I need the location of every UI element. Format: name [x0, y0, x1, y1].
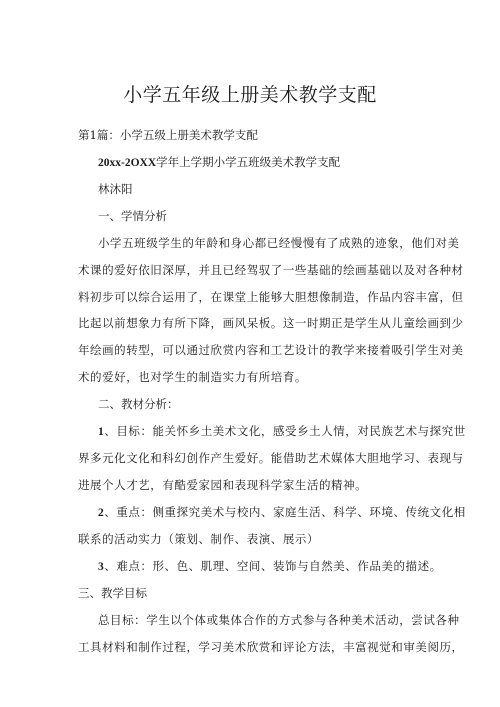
- paragraph-line: 总目标：学生以个体或集体合作的方式参与各种美术活动，尝试各种: [98, 613, 460, 627]
- section-heading-teaching-goals: 三、教学目标: [78, 586, 147, 600]
- subtitle-year: 20xx-2OXX: [98, 157, 157, 169]
- list-item-difficulty: [98, 558, 442, 574]
- author-name: 林沐阳: [98, 182, 133, 196]
- list-number: 2: [98, 507, 105, 519]
- paragraph-line: 小学五班级学生的年龄和身心都已经慢慢有了成熟的迹象，他们对美: [98, 236, 460, 250]
- subtitle-text: 学年上学期小学五班级美术教学支配: [156, 155, 341, 169]
- list-text: 、目标：能关怀乡土美术文化，感受乡土人情，对民族艺术与探究世: [104, 424, 466, 438]
- section-heading-textbook-analysis: 二、教材分析：: [98, 397, 179, 411]
- part-title: 小学五级上册美术教学支配: [119, 128, 258, 142]
- section-heading-learner-analysis: 一、学情分析: [98, 209, 167, 223]
- paragraph-line: 界多元化文化和科幻创作产生爱好。能借助艺术媒体大胆地学习、表现与: [78, 451, 464, 465]
- list-item-focus: [98, 504, 466, 520]
- paragraph-line: 进展个人才艺，有酷爱家园和表现科学家生活的精神。: [78, 478, 368, 492]
- document-title: 小学五年级上册美术教学支配: [123, 84, 377, 106]
- list-item-goals: [98, 423, 466, 439]
- part-label: 第1篇：: [78, 128, 120, 142]
- paragraph-line: 术课的爱好依旧深厚，并且已经驾驭了一些基础的绘画基础以及对各种材: [78, 263, 464, 277]
- subtitle: [98, 154, 340, 170]
- paragraph-line: 比起以前想象力有所下降，画风呆板。这一时期正是学生从儿童绘画到少: [78, 316, 464, 330]
- list-number: 1: [98, 426, 105, 438]
- paragraph-line: 术的爱好，也对学生的制造实力有所培育。: [78, 370, 307, 384]
- list-text: 、难点：形、色、肌理、空间、装饰与自然美、作品美的描述。: [104, 559, 442, 573]
- paragraph-line: 料初步可以综合运用了，在课堂上能够大胆想像制造，作品内容丰富，但: [78, 290, 464, 304]
- part-heading: [78, 127, 258, 143]
- list-number: 3: [98, 561, 105, 573]
- list-text: 、重点：侧重探究美术与校内、家庭生活、科学、环境、传统文化相: [104, 505, 466, 519]
- paragraph-line: 工具材料和制作过程，学习美术欣赏和评论方法，丰富视觉和审美阅历，: [78, 640, 464, 654]
- paragraph-line: 联系的活动实力（策划、制作、表演、展示）: [78, 532, 319, 546]
- paragraph-line: 年绘画的转型，可以通过欣赏内容和工艺设计的教学来接着吸引学生对美: [78, 343, 464, 357]
